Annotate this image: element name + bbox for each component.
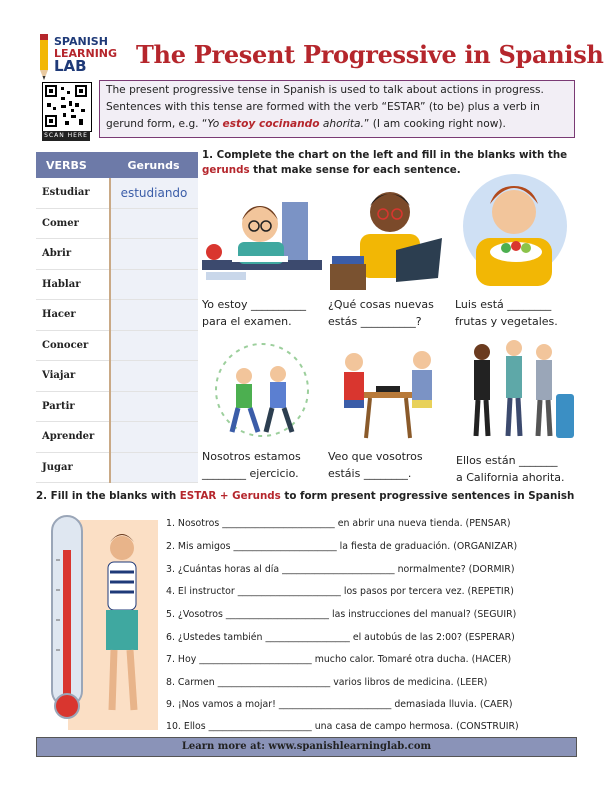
student-studying-illustration <box>202 182 322 292</box>
caption-4-line1: Nosotros estamos <box>202 450 301 463</box>
caption-6-line1: Ellos están _______ <box>456 454 558 467</box>
verb-cell: Hablar <box>36 269 110 300</box>
caption-5-line2: estáis ________. <box>328 467 412 480</box>
caption-1 <box>202 296 306 330</box>
section1-text-b: that make sense for each sentence. <box>249 164 461 176</box>
verb-cell: Conocer <box>36 330 110 361</box>
verb-cell: Abrir <box>36 239 110 270</box>
hot-weather-thermometer-illustration <box>38 510 160 732</box>
caption-2-line2: estás __________? <box>328 315 422 328</box>
footer-link[interactable]: Learn more at: www.spanishlearninglab.com <box>36 737 577 757</box>
exercise-sentence-4: 4. El instructor ______________________ los pasos por tercera vez. (REPETIR) <box>166 586 514 597</box>
verb-cell: Jugar <box>36 452 110 483</box>
caption-2-line1: ¿Qué cosas nuevas <box>328 298 434 311</box>
intro-text-1: The present progressive tense in Spanish is used to talk about actions in progress. Sentences with this tense are formed with the verb “ESTAR” (to be) plus a verb in gerund form, e.g. “ <box>106 84 544 130</box>
verb-row <box>36 422 198 453</box>
caption-1-line2: para el examen. <box>202 315 292 328</box>
verbs-header: VERBS <box>36 152 110 178</box>
exercise-sentence-5: 5. ¿Vosotros ______________________ las instrucciones del manual? (SEGUIR) <box>166 609 517 620</box>
boy-eating-salad-illustration <box>454 168 576 292</box>
verb-row <box>36 208 198 239</box>
scan-here-label: SCAN HERE <box>42 131 90 141</box>
logo-text-3: LAB <box>54 57 87 75</box>
caption-5 <box>328 448 423 482</box>
logo <box>36 34 126 84</box>
section1-text-red: gerunds <box>202 164 250 176</box>
intro-example-end: ahorita. <box>319 118 364 130</box>
verb-row <box>36 452 198 483</box>
caption-6 <box>456 452 565 486</box>
boy-reading-illustration <box>330 178 448 292</box>
gerunds-header: Gerunds <box>110 152 198 178</box>
verb-row <box>36 330 198 361</box>
exercise-sentence-6: 6. ¿Ustedes también __________________ el autobús de las 2:00? (ESPERAR) <box>166 632 515 643</box>
caption-4 <box>202 448 301 482</box>
logo-text-1: SPANISH <box>54 35 108 48</box>
verb-cell: Comer <box>36 208 110 239</box>
caption-5-line1: Veo que vosotros <box>328 450 423 463</box>
verb-row <box>36 391 198 422</box>
exercise-sentence-3: 3. ¿Cuántas horas al día ________________________ normalmente? (DORMIR) <box>166 564 515 575</box>
verb-cell: Partir <box>36 391 110 422</box>
verb-row <box>36 178 198 208</box>
section2-instruction <box>36 490 574 502</box>
caption-4-line2: ________ ejercicio. <box>202 467 299 480</box>
intro-example-highlight: estoy cocinando <box>222 118 320 130</box>
exercise-sentence-2: 2. Mis amigos ______________________ la fiesta de graduación. (ORGANIZAR) <box>166 541 518 552</box>
verb-row <box>36 300 198 331</box>
gerund-answer-cell[interactable] <box>110 422 198 453</box>
verb-row <box>36 239 198 270</box>
exercise-sentence-9: 9. ¡Nos vamos a mojar! ________________________ demasiada lluvia. (CAER) <box>166 699 513 710</box>
intro-box <box>99 80 575 138</box>
people-exercising-illustration <box>204 336 320 444</box>
caption-3-line2: frutas y vegetales. <box>455 315 558 328</box>
verb-row <box>36 269 198 300</box>
gerund-answer-cell[interactable] <box>110 269 198 300</box>
caption-1-line1: Yo estoy __________ <box>202 298 307 311</box>
intro-example-start: Yo <box>207 118 223 130</box>
gerund-answer-cell[interactable] <box>110 391 198 422</box>
gerund-answer-cell[interactable] <box>110 361 198 392</box>
page-title: The Present Progressive in Spanish <box>136 40 604 69</box>
gerund-answer-cell[interactable] <box>110 330 198 361</box>
exercise-sentence-1: 1. Nosotros ________________________ en abrir una nueva tienda. (PENSAR) <box>166 518 511 529</box>
section1-text-a: 1. Complete the chart on the left and fill in the blanks with the <box>202 149 568 161</box>
section2-text-red: ESTAR + Gerunds <box>179 490 281 502</box>
verb-cell: Aprender <box>36 422 110 453</box>
gerund-answer-cell[interactable] <box>110 239 198 270</box>
logo-text-2: LEARNING <box>54 47 118 60</box>
section2-text-a: 2. Fill in the blanks with <box>36 490 180 502</box>
caption-2 <box>328 296 434 330</box>
caption-6-line2: a California ahorita. <box>456 471 565 484</box>
gerund-answer-cell[interactable] <box>110 208 198 239</box>
verb-cell: Estudiar <box>36 178 110 208</box>
caption-3 <box>455 296 558 330</box>
verbs-table <box>36 152 198 483</box>
verb-cell: Viajar <box>36 361 110 392</box>
qr-code[interactable] <box>42 82 92 132</box>
gerund-answer-cell[interactable] <box>110 300 198 331</box>
gerund-answer-cell[interactable] <box>110 452 198 483</box>
section2-text-b: to form present progressive sentences in Spanish <box>280 490 575 502</box>
exercise-sentence-8: 8. Carmen ________________________ varios libros de medicina. (LEER) <box>166 677 488 688</box>
pencil-icon <box>36 34 52 80</box>
travelers-with-luggage-illustration <box>456 336 576 444</box>
gerund-answer-cell[interactable]: estudiando <box>110 178 198 208</box>
friends-playing-chess-illustration <box>330 342 446 442</box>
exercise-sentence-7: 7. Hoy ________________________ mucho calor. Tomaré otra ducha. (HACER) <box>166 654 512 665</box>
verb-row <box>36 361 198 392</box>
intro-text-2: ” (I am cooking right now). <box>363 118 506 130</box>
caption-3-line1: Luis está ________ <box>455 298 552 311</box>
exercise-sentence-10: 10. Ellos ______________________ una casa de campo hermosa. (CONSTRUIR) <box>166 721 519 732</box>
verb-cell: Hacer <box>36 300 110 331</box>
